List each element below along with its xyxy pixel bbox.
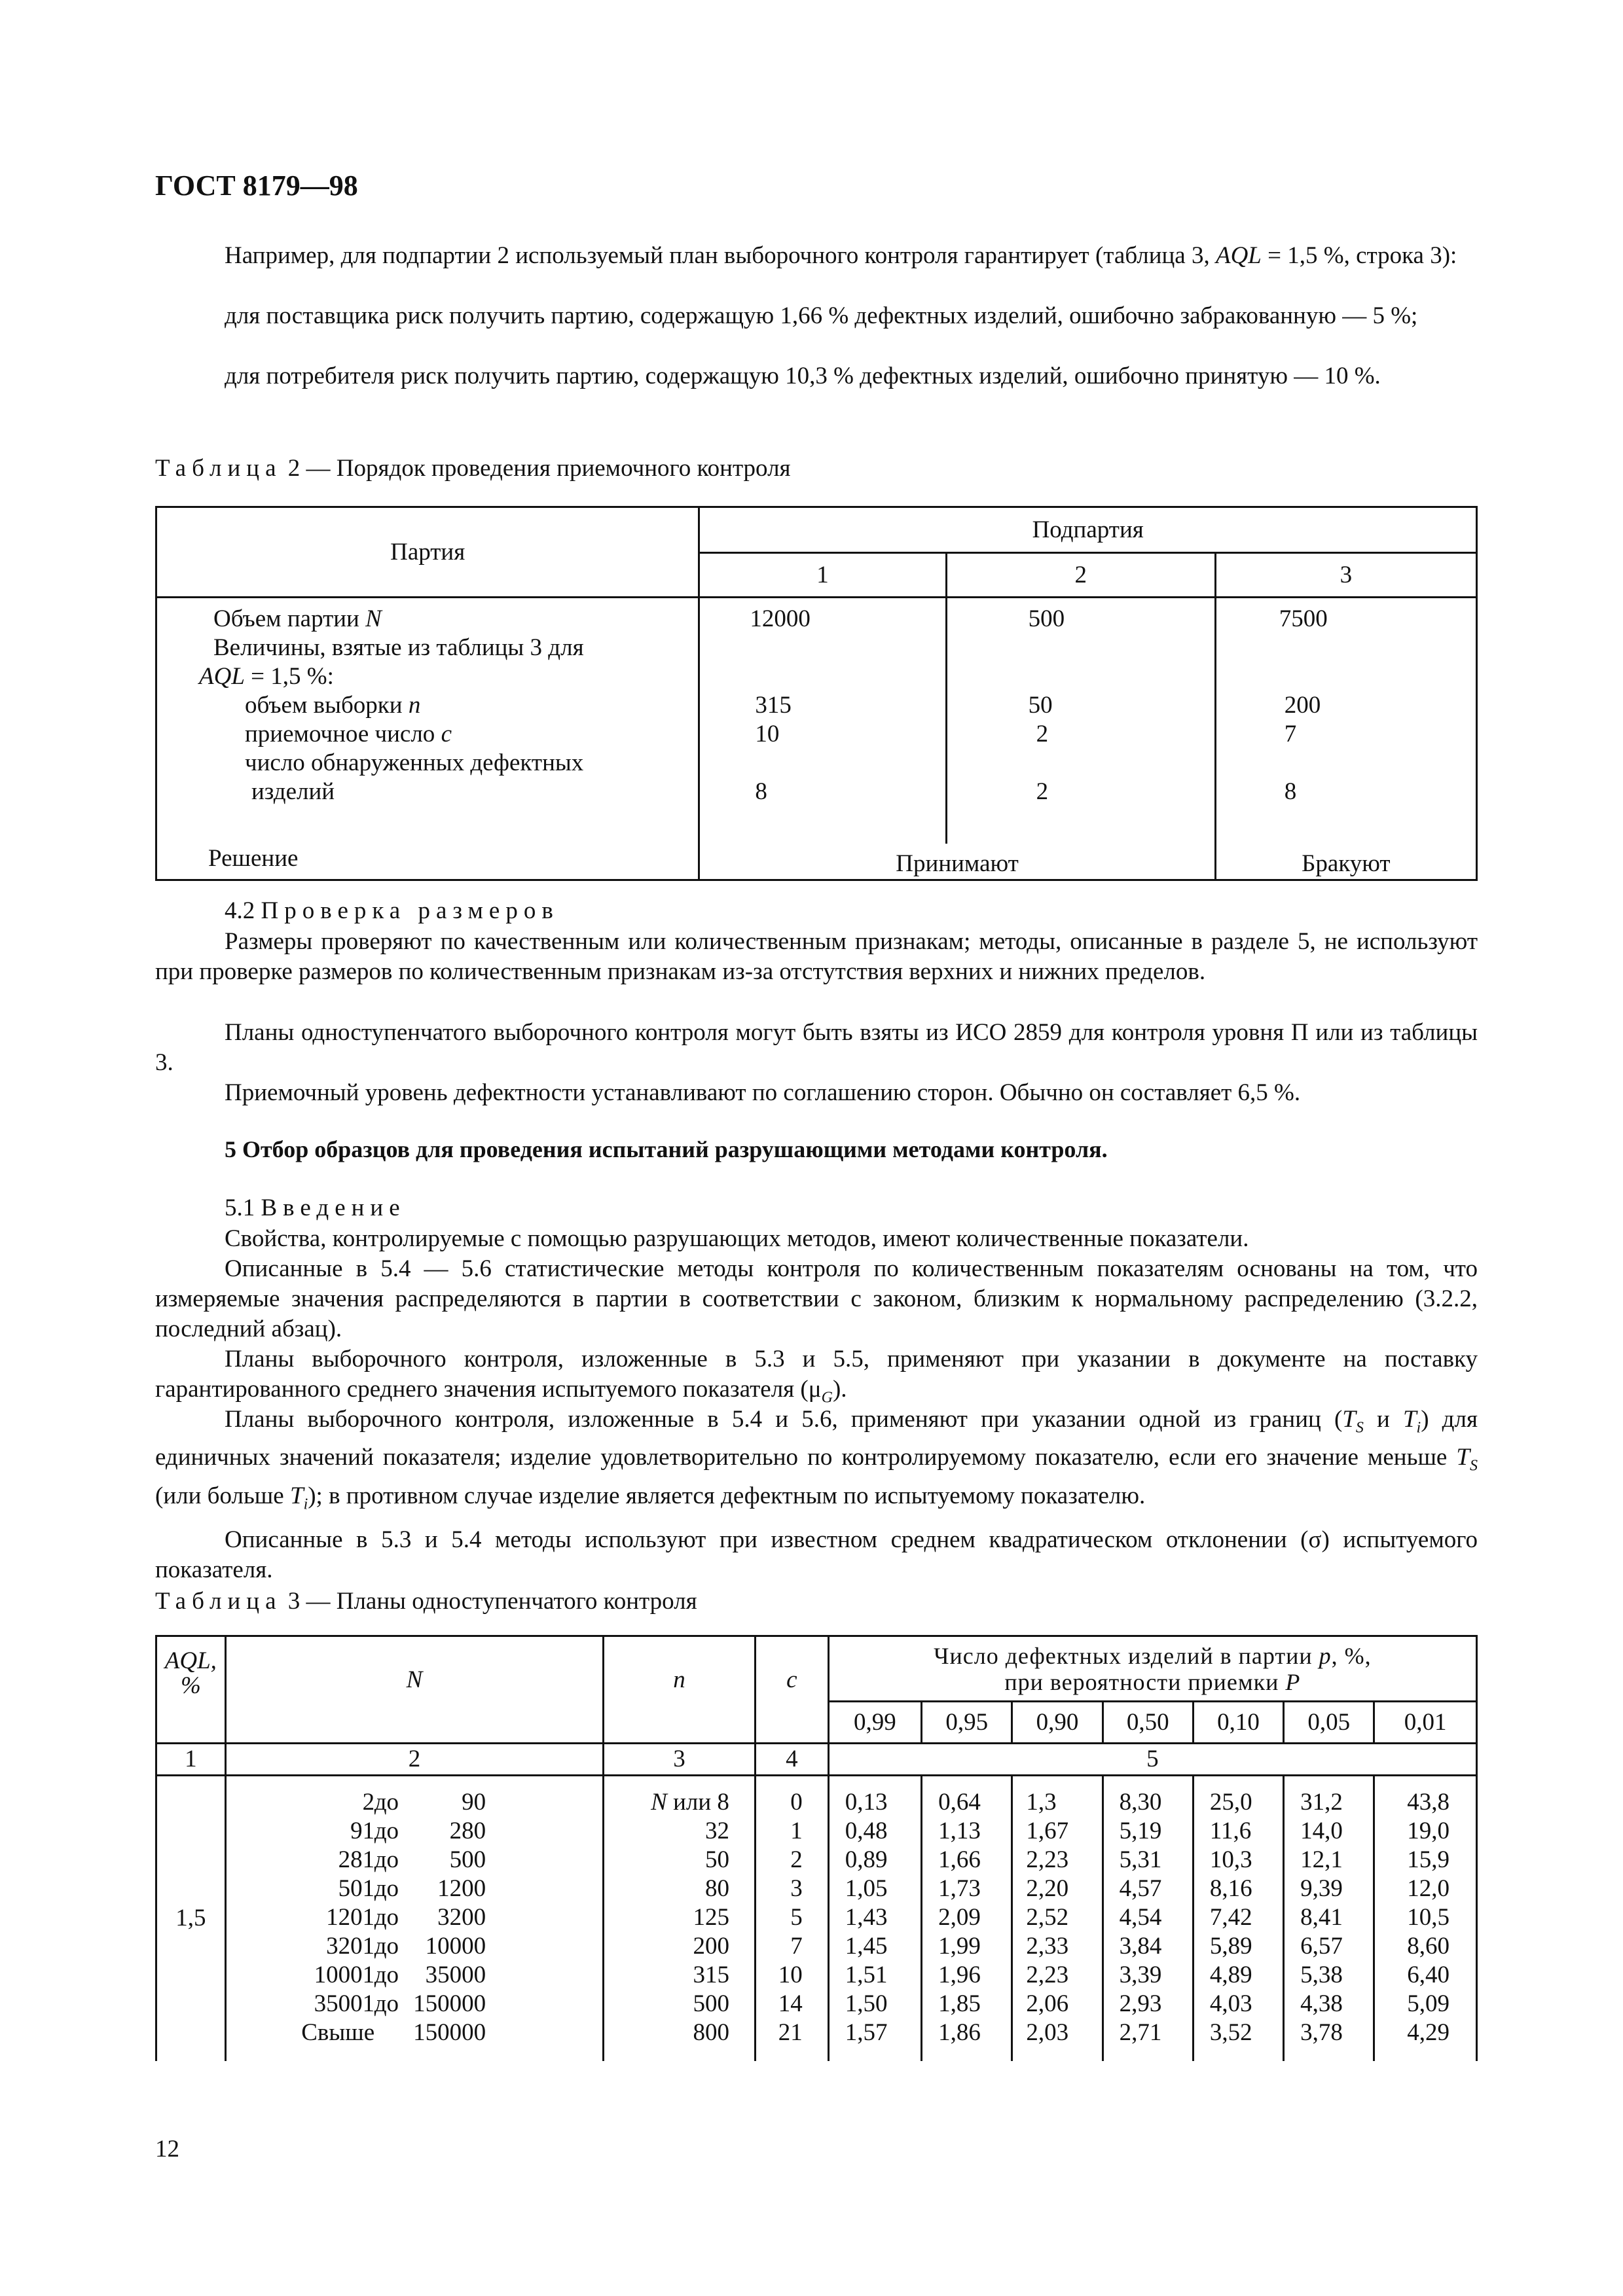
lot-size-to: 1200 [437,1875,486,1902]
table-row-lot-size [227,1903,602,1932]
t3-p005-col [1284,1776,1374,2061]
t2-col-3: 3 [1215,553,1476,598]
intro-paragraph-2: для поставщика риск получить партию, содержащую 1,66 % дефектных изделий, ошибочно забракованную — 5 %; [225,302,1418,329]
defect-percent-value: 7,42 [1209,1904,1252,1931]
lot-size-to: 150000 [413,2019,486,2046]
t2-value: 200 [1284,692,1321,719]
t2-value: 8 [1284,778,1297,805]
section-5-1-paragraph-1: Свойства, контролируемые с помощью разрушающих методов, имеют количественные показатели. [225,1225,1249,1252]
defect-percent-value: 1,3 [1026,1789,1057,1816]
t2-value: 50 [1028,692,1053,719]
defect-percent-value: 0,13 [845,1789,888,1816]
lot-size-to: 500 [449,1846,486,1873]
defect-percent-value: 2,06 [1026,1990,1069,2017]
defect-percent-value: 12,1 [1300,1846,1343,1873]
defect-percent-value: 4,29 [1407,2019,1450,2046]
intro-paragraph-3: для потребителя риск получить партию, содержащую 10,3 % дефектных изделий, ошибочно принятую — 10 %. [225,363,1381,389]
defect-percent-value: 1,67 [1026,1818,1069,1844]
defect-percent-value: 0,89 [845,1846,888,1873]
defect-percent-value: 1,66 [938,1846,981,1873]
acceptance-number-value: 0 [790,1789,803,1816]
defect-percent-value: 3,78 [1300,2019,1343,2046]
defect-percent-value: 4,57 [1119,1875,1162,1902]
defect-percent-value: 43,8 [1407,1789,1450,1816]
t3-prob-0-99: 0,99 [828,1702,921,1744]
standard-number-header: ГОСТ 8179—98 [155,170,358,202]
defect-percent-value: 3,39 [1119,1962,1162,1988]
t3-aql-value: 1,5 [156,1776,226,2061]
lot-size-separator: до [374,1789,399,1816]
t2-value: 315 [755,692,792,719]
t3-p095-list [922,1788,1011,2047]
t3-p090-col [1012,1776,1103,2061]
table-row-lot-size [227,2018,602,2047]
defect-percent-value: 3,84 [1119,1933,1162,1960]
t2-label-acceptance-number: приемочное число c [245,721,452,747]
lot-size-to: 280 [449,1818,486,1844]
t2-value: 7 [1284,721,1297,747]
t3-acceptance-number-list [756,1788,828,2047]
defect-percent-value: 2,09 [938,1904,981,1931]
t3-header-n: n [604,1636,756,1744]
section-5-1-paragraph-2: Описанные в 5.4 — 5.6 статистические методы контроля по количественным показателям основаны на том, что измеряемые значения распределяются в партии в соответствии с законом, близким к нормальному распределению (3.2.2, последний абзац). [155,1255,1478,1342]
intro-paragraph-1: Например, для подпартии 2 используемый план выборочного контроля гарантирует (таблица 3, AQL = 1,5 %, строка 3): [225,242,1457,269]
defect-percent-value: 5,09 [1407,1990,1450,2017]
lot-size-separator: до [374,1904,399,1931]
sample-size-value: 50 [704,1846,729,1873]
sample-size-value: 200 [693,1933,729,1960]
defect-percent-value: 2,23 [1026,1962,1069,1988]
defect-percent-value: 8,30 [1119,1789,1162,1816]
lot-size-separator: до [374,1875,399,1902]
section-4-2-paragraph-3: Приемочный уровень дефектности устанавливают по соглашению сторон. Обычно он составляет 6,5 %. [225,1079,1301,1106]
sample-size-value: 80 [704,1875,729,1902]
defect-percent-value: 4,38 [1300,1990,1343,2017]
lot-size-separator: до [374,1818,399,1844]
lot-size-from: 91 [350,1818,375,1844]
t3-p090-list [1013,1788,1101,2047]
lot-size-separator: до [374,1846,399,1873]
sample-size-value: 500 [693,1990,729,2017]
t2-header-subparty: Подпартия [699,507,1477,553]
table2-caption: Таблица 2 — Порядок проведения приемочного контроля [155,455,791,482]
t3-header-c: c [755,1636,828,1744]
defect-percent-value: 14,0 [1300,1818,1343,1844]
lot-size-to: 10000 [425,1933,486,1960]
t3-lot-size-col [225,1776,603,2061]
t2-decision-label: Решение [156,844,699,880]
lot-size-from: 2 [362,1789,375,1816]
t2-label-values: Величины, взятые из таблицы 3 для [213,634,584,661]
t3-p010-col [1193,1776,1283,2061]
t2-values-col-1 [699,598,946,844]
section-5-heading: 5 Отбор образцов для проведения испытаний разрушающими методами контроля. [225,1136,1108,1162]
t3-colnum-1: 1 [156,1744,226,1776]
table-row-lot-size [227,1932,602,1961]
defect-percent-value: 8,16 [1209,1875,1252,1902]
lot-size-from: Свыше [301,2019,375,2046]
section-4-2-paragraph-2: Планы одноступенчатого выборочного контроля могут быть взяты из ИСО 2859 для контроля уровня П или из таблицы 3. [155,1019,1478,1076]
lot-size-from: 281 [338,1846,375,1873]
section-4-2-title: 4.2 Проверка размеров [225,897,559,924]
defect-percent-value: 1,51 [845,1962,888,1988]
t3-lot-size-list [227,1788,602,2047]
t2-value: 2 [1036,778,1049,805]
t3-colnum-5: 5 [828,1744,1476,1776]
defect-percent-value: 5,31 [1119,1846,1162,1873]
defect-percent-value: 10,3 [1209,1846,1252,1873]
table-row-lot-size [227,1817,602,1846]
t3-colnum-4: 4 [755,1744,828,1776]
lot-size-to: 3200 [437,1904,486,1931]
defect-percent-value: 4,03 [1209,1990,1252,2017]
defect-percent-value: 9,39 [1300,1875,1343,1902]
t3-p005-list [1285,1788,1373,2047]
t2-values-col-3 [1215,598,1476,844]
t3-sample-size-col [604,1776,756,2061]
defect-percent-value: 2,71 [1119,2019,1162,2046]
t2-label-items: изделий [251,778,335,805]
t3-prob-0-10: 0,10 [1193,1702,1283,1744]
defect-percent-value: 12,0 [1407,1875,1450,1902]
defect-percent-value: 0,48 [845,1818,888,1844]
defect-percent-value: 2,93 [1119,1990,1162,2017]
t3-colnum-3: 3 [604,1744,756,1776]
defect-percent-value: 1,43 [845,1904,888,1931]
defect-percent-value: 15,9 [1407,1846,1450,1873]
defect-percent-value: 4,89 [1209,1962,1252,1988]
section-4-2-paragraph-1: Размеры проверяют по качественным или количественным признакам; методы, описанные в разделе 5, не используют при проверке размеров по количественным признакам из-за отстутствия верхних и нижних пределов. [155,928,1478,985]
t3-prob-0-50: 0,50 [1103,1702,1193,1744]
acceptance-number-value: 1 [790,1818,803,1844]
defect-percent-value: 1,85 [938,1990,981,2017]
lot-size-from: 35001 [314,1990,375,2017]
section-5-1-paragraph-4: Планы выборочного контроля, изложенные в 5.4 и 5.6, применяют при указании одной из границ ($T_S$ и $T_i$) для единичных значений показателя; изделие удовлетворительно по контролируемому показателю, если его значение меньше $T_S$ (или больше $T_i$); в противном случае изделие является дефектным по испытуемому показателю. [155,1406,1478,1513]
defect-percent-value: 1,45 [845,1933,888,1960]
t2-header-party: Партия [156,507,699,598]
lot-size-from: 3201 [326,1933,375,1960]
table-row-lot-size [227,1874,602,1903]
section-5-1-paragraph-3: Планы выборочного контроля, изложенные в 5.3 и 5.5, применяют при указании в документе на поставку гарантированного среднего значения испытуемого показателя $(\mu_G)$. [155,1346,1478,1407]
acceptance-number-value: 10 [778,1962,803,1988]
acceptance-number-value: 5 [790,1904,803,1931]
t2-col-1: 1 [699,553,946,598]
defect-percent-value: 1,86 [938,2019,981,2046]
table-row-lot-size [227,1990,602,2018]
t3-prob-0-90: 0,90 [1012,1702,1103,1744]
defect-percent-value: 1,05 [845,1875,888,1902]
t3-header-aql: AQL, % [156,1636,226,1744]
t2-value: 7500 [1279,605,1328,632]
table-row-lot-size [227,1788,602,1817]
t2-label-sample: объем выборки n [245,692,421,719]
sample-size-value: 800 [693,2019,729,2046]
lot-size-from: 501 [338,1875,375,1902]
t3-p001-col [1374,1776,1477,2061]
defect-percent-value: 2,20 [1026,1875,1069,1902]
t2-value: 8 [755,778,767,805]
defect-percent-value: 6,57 [1300,1933,1343,1960]
table3-single-stage-plans [155,1635,1478,2061]
defect-percent-value: 4,54 [1119,1904,1162,1931]
defect-percent-value: 5,19 [1119,1818,1162,1844]
defect-percent-value: 2,03 [1026,2019,1069,2046]
t2-decision-reject: Бракуют [1215,844,1476,880]
acceptance-number-value: 3 [790,1875,803,1902]
defect-percent-value: 8,60 [1407,1933,1450,1960]
defect-percent-value: 11,6 [1209,1818,1252,1844]
table-row-lot-size [227,1961,602,1990]
defect-percent-value: 19,0 [1407,1818,1450,1844]
t2-col-2: 2 [946,553,1215,598]
lot-size-to: 150000 [413,1990,486,2017]
defect-percent-value: 5,38 [1300,1962,1343,1988]
t3-prob-0-01: 0,01 [1374,1702,1477,1744]
t3-p099-list [830,1788,921,2047]
defect-percent-value: 2,23 [1026,1846,1069,1873]
t2-label-aql: AQL = 1,5 %: [199,663,334,690]
defect-percent-value: 5,89 [1209,1933,1252,1960]
lot-size-separator: до [374,1962,399,1988]
t2-value: 2 [1036,721,1049,747]
t3-colnum-2: 2 [225,1744,603,1776]
defect-percent-value: 1,96 [938,1962,981,1988]
page-number: 12 [155,2136,179,2162]
defect-percent-value: 1,73 [938,1875,981,1902]
defect-percent-value: 1,99 [938,1933,981,1960]
defect-percent-value: 31,2 [1300,1789,1343,1816]
sample-size-value: 125 [693,1904,729,1931]
t3-prob-0-95: 0,95 [922,1702,1012,1744]
t2-row-labels [156,598,699,844]
t3-p001-list [1375,1788,1476,2047]
t3-p099-col [828,1776,921,2061]
t2-value: 10 [755,721,780,747]
t3-p010-list [1194,1788,1283,2047]
t3-header-defects-group: Число дефектных изделий в партии p, %, при вероятности приемки P [828,1636,1476,1702]
lot-size-separator: до [374,1933,399,1960]
sample-size-value: 315 [693,1962,729,1988]
defect-percent-value: 1,57 [845,2019,888,2046]
lot-size-to: 35000 [425,1962,486,1988]
lot-size-to: 90 [462,1789,486,1816]
defect-percent-value: 2,52 [1026,1904,1069,1931]
t3-prob-0-05: 0,05 [1284,1702,1374,1744]
lot-size-from: 10001 [314,1962,375,1988]
acceptance-number-value: 21 [778,2019,803,2046]
t2-values-col-2 [946,598,1215,844]
lot-size-from: 1201 [326,1904,375,1931]
lot-size-separator: до [374,1990,399,2017]
t2-decision-accept: Принимают [699,844,1215,880]
defect-percent-value: 8,41 [1300,1904,1343,1931]
t2-label-defects-found: число обнаруженных дефектных [245,749,584,776]
t2-value: 12000 [750,605,811,632]
t3-p050-list [1104,1788,1192,2047]
table-row-lot-size [227,1846,602,1874]
sample-size-value: 32 [704,1818,729,1844]
t3-header-N: N [225,1636,603,1744]
defect-percent-value: 1,13 [938,1818,981,1844]
section-5-1-title: 5.1 Введение [225,1194,406,1221]
t2-value: 500 [1028,605,1065,632]
table3-caption: Таблица 3 — Планы одноступенчатого контроля [155,1588,697,1615]
section-5-1-paragraph-5: Описанные в 5.3 и 5.4 методы используют при известном среднем квадратическом отклонении (σ) испытуемого показателя. [155,1526,1478,1583]
defect-percent-value: 1,50 [845,1990,888,2017]
defect-percent-value: 6,40 [1407,1962,1450,1988]
t3-sample-size-list [604,1788,754,2047]
t3-acceptance-number-col [755,1776,828,2061]
sample-size-value: N или 8 [651,1789,729,1816]
t3-p050-col [1103,1776,1193,2061]
defect-percent-value: 10,5 [1407,1904,1450,1931]
defect-percent-value: 0,64 [938,1789,981,1816]
acceptance-number-value: 7 [790,1933,803,1960]
t3-p095-col [922,1776,1012,2061]
table2-acceptance-order [155,506,1478,881]
defect-percent-value: 3,52 [1209,2019,1252,2046]
acceptance-number-value: 2 [790,1846,803,1873]
defect-percent-value: 25,0 [1209,1789,1252,1816]
t2-label-volume: Объем партии N [213,605,382,632]
defect-percent-value: 2,33 [1026,1933,1069,1960]
acceptance-number-value: 14 [778,1990,803,2017]
